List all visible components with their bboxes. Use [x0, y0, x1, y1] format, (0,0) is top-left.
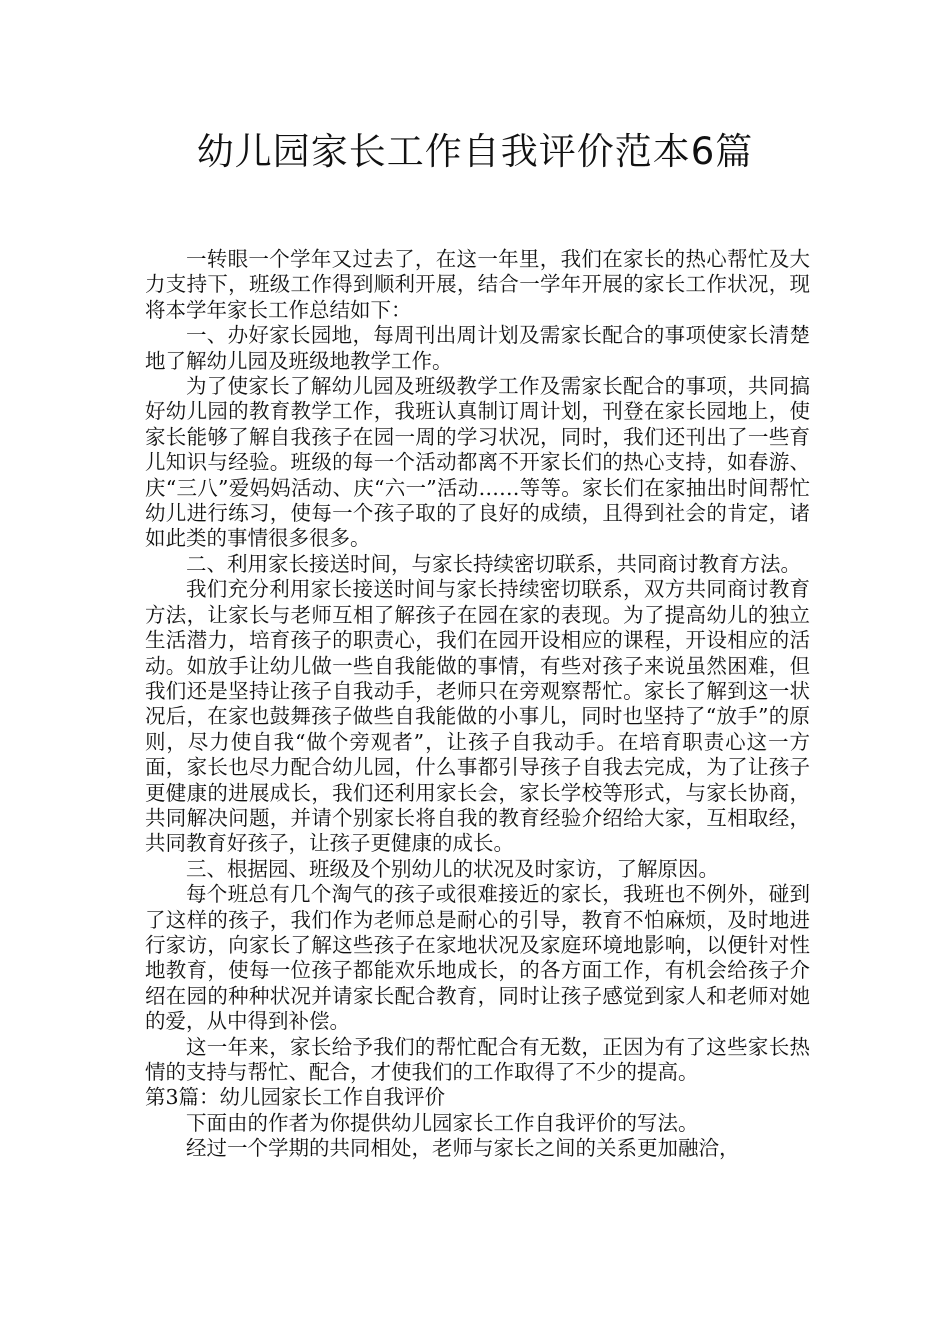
document-title: 幼儿园家长工作自我评价范本6篇 [196, 130, 754, 173]
paragraph-article-3-intro: 下面由的作者为你提供幼儿园家长工作自我评价的写法。 [186, 1110, 699, 1135]
section-heading-3: 三、根据园、班级及个别幼儿的状况及时家访，了解原因。 [186, 856, 719, 881]
article-3-heading: 第3篇：幼儿园家长工作自我评价 [145, 1085, 446, 1110]
paragraph-conclusion: 这一年来，家长给予我们的帮忙配合有无数，正因为有了这些家长热情的支持与帮忙、配合，才使我们的工作取得了不少的提高。 [145, 1034, 810, 1084]
section-heading-2: 二、利用家长接送时间，与家长持续密切联系，共同商讨教育方法。 [186, 551, 801, 576]
document-body [145, 247, 810, 1162]
paragraph-section-2: 我们充分利用家长接送时间与家长持续密切联系，双方共同商讨教育方法，让家长与老师互相了解孩子在园在家的表现。为了提高幼儿的独立生活潜力，培育孩子的职责心，我们在园开设相应的课程，开设相应的活动。如放手让幼儿做一些自我能做的事情，有些对孩子来说虽然困难，但我们还是坚持让孩子自我动手，老师只在旁观察帮忙。家长了解到这一状况后，在家也鼓舞孩子做些自我能做的小事儿，同时也坚持了“放手”的原则，尽力使自我“做个旁观者”，让孩子自我动手。在培育职责心这一方面，家长也尽力配合幼儿园，什么事都引导孩子自我去完成，为了让孩子更健康的进展成长，我们还利用家长会，家长学校等形式，与家长协商，共同解决问题，并请个别家长将自我的教育经验介绍给大家，互相取经，共同教育好孩子，让孩子更健康的成长。 [145, 577, 810, 856]
section-heading-1: 一、办好家长园地，每周刊出周计划及需家长配合的事项使家长清楚地了解幼儿园及班级地教学工作。 [145, 323, 810, 373]
paragraph-section-3: 每个班总有几个淘气的孩子或很难接近的家长，我班也不例外，碰到了这样的孩子，我们作为老师总是耐心的引导，教育不怕麻烦，及时地进行家访，向家长了解这些孩子在家地状况及家庭环境地影响，以便针对性地教育，使每一位孩子都能欢乐地成长，的各方面工作，有机会给孩子介绍在园的种种状况并请家长配合教育，同时让孩子感觉到家人和老师对她的爱，从中得到补偿。 [145, 882, 810, 1034]
paragraph-article-3-start: 经过一个学期的共同相处，老师与家长之间的关系更加融洽， [186, 1136, 740, 1161]
paragraph-section-1: 为了使家长了解幼儿园及班级教学工作及需家长配合的事项，共同搞好幼儿园的教育教学工作，我班认真制订周计划，刊登在家长园地上，使家长能够了解自我孩子在园一周的学习状况，同时，我们还刊出了一些育儿知识与经验。班级的每一个活动都离不开家长们的热心支持，如春游、庆“三八”爱妈妈活动、庆“六一”活动……等等。家长们在家抽出时间帮忙幼儿进行练习，使每一个孩子取的了良好的成绩，且得到社会的肯定，诸如此类的事情很多很多。 [145, 374, 810, 551]
paragraph-intro: 一转眼一个学年又过去了，在这一年里，我们在家长的热心帮忙及大力支持下，班级工作得到顺利开展，结合一学年开展的家长工作状况，现将本学年家长工作总结如下： [145, 247, 810, 322]
